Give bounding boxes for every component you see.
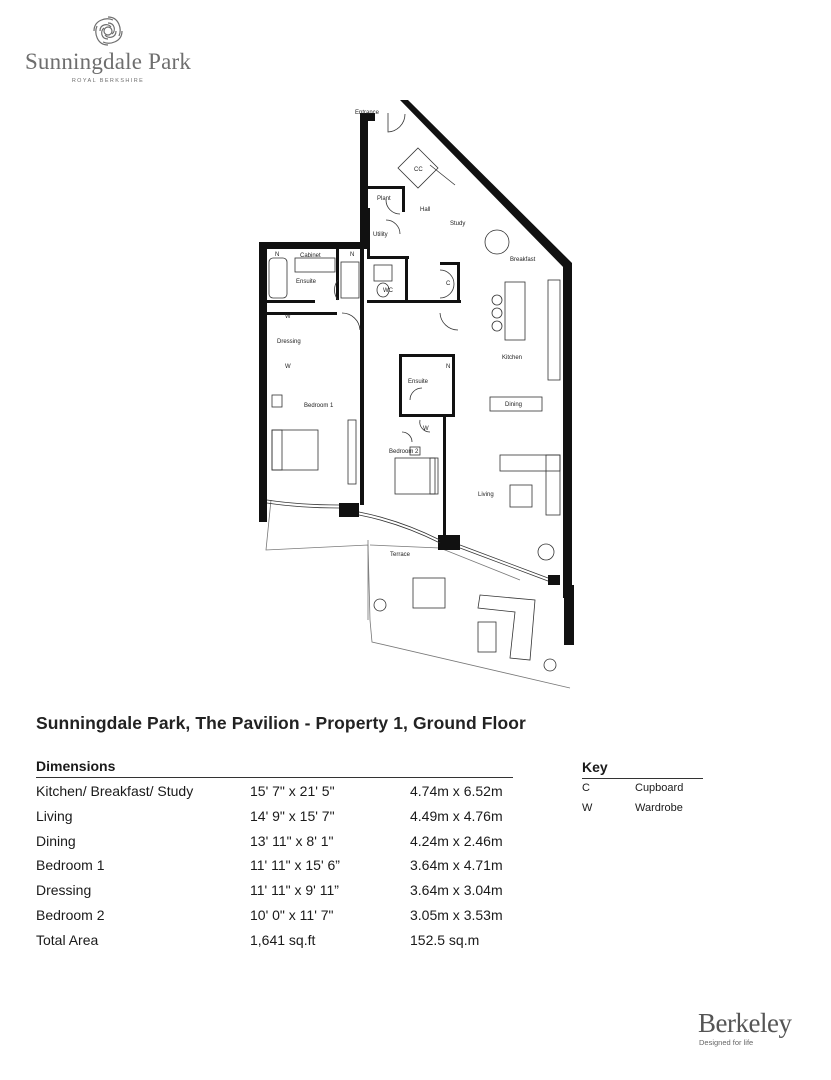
label-cc: CC: [414, 167, 423, 173]
label-wardrobe-1: W: [285, 314, 291, 320]
label-wardrobe-2: W: [285, 364, 291, 370]
dimension-imperial: 10' 0" x 11' 7": [250, 906, 334, 923]
label-cabinet: Cabinet: [300, 253, 321, 259]
brand-subtitle: ROYAL BERKSHIRE: [71, 78, 145, 84]
label-plant: Plant: [377, 196, 391, 202]
dimension-imperial: 13' 11" x 8' 1": [250, 832, 334, 849]
brand-name: Sunningdale Park: [24, 49, 192, 74]
dimension-room: Living: [36, 807, 73, 824]
dimensions-heading: Dimensions: [36, 758, 116, 774]
dimension-metric: 3.64m x 3.04m: [410, 882, 503, 899]
dimension-metric: 152.5 sq.m: [410, 931, 480, 948]
key-meaning: Wardrobe: [635, 802, 683, 814]
label-cupboard: C: [446, 281, 451, 287]
developer-tagline: Designed for life: [699, 1038, 754, 1047]
label-n-3: N: [446, 364, 451, 370]
label-hall: Hall: [420, 207, 431, 213]
dimensions-divider: [36, 777, 513, 778]
exterior-walls: [259, 100, 574, 645]
key-heading: Key: [582, 759, 608, 775]
label-utility: Utility: [373, 232, 388, 238]
dimension-metric: 4.24m x 2.46m: [410, 832, 503, 849]
dimension-metric: 3.64m x 4.71m: [410, 857, 503, 874]
doors: [334, 113, 458, 442]
label-n-1: N: [275, 252, 280, 258]
dimension-room: Dressing: [36, 882, 92, 899]
label-bedroom-1: Bedroom 1: [304, 403, 334, 409]
key-divider: [582, 778, 703, 779]
key-meaning: Cupboard: [635, 782, 684, 794]
label-wc: WC: [383, 288, 393, 294]
dimension-imperial: 11' 11" x 15' 6”: [250, 857, 340, 874]
label-ensuite-1: Ensuite: [296, 279, 317, 285]
developer-name: Berkeley: [698, 1008, 792, 1038]
dimension-imperial: 11' 11" x 9' 11”: [250, 882, 339, 899]
developer-logo: [698, 1010, 803, 1047]
label-terrace: Terrace: [390, 552, 411, 558]
dimension-imperial: 14' 9" x 15' 7": [250, 807, 335, 824]
dimension-room: Kitchen/ Breakfast/ Study: [36, 783, 194, 799]
label-ensuite-2: Ensuite: [408, 379, 429, 385]
label-breakfast: Breakfast: [510, 257, 536, 263]
dimension-room: Bedroom 1: [36, 857, 105, 874]
label-study: Study: [450, 221, 466, 227]
dimension-imperial: 1,641 sq.ft: [250, 931, 316, 948]
label-living: Living: [478, 492, 494, 498]
dimension-room: Total Area: [36, 931, 99, 948]
label-bedroom-2: Bedroom 2: [389, 449, 419, 455]
label-entrance: Entrance: [355, 110, 380, 116]
dimension-metric: 3.05m x 3.53m: [410, 906, 503, 923]
dimension-room: Dining: [36, 832, 76, 849]
dimension-metric: 4.74m x 6.52m: [410, 783, 503, 799]
key-code: W: [582, 802, 593, 814]
label-n-2: N: [350, 252, 355, 258]
dimension-metric: 4.49m x 4.76m: [410, 807, 503, 824]
label-kitchen: Kitchen: [502, 355, 523, 361]
label-dining: Dining: [505, 402, 523, 408]
dimension-room: Bedroom 2: [36, 906, 105, 923]
label-wardrobe-3: W: [423, 426, 429, 432]
dimension-imperial: 15' 7" x 21' 5": [250, 783, 335, 799]
page-title: Sunningdale Park, The Pavilion - Property 1, Ground Floor: [36, 713, 526, 733]
label-dressing: Dressing: [277, 339, 301, 345]
glazing: [267, 500, 548, 581]
key-code: C: [582, 782, 590, 794]
